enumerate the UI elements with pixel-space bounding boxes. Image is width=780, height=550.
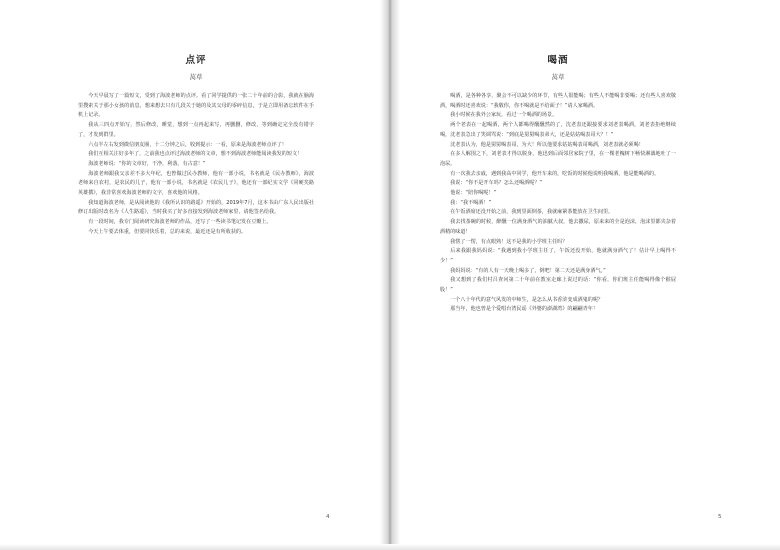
paragraph: 一个八十年代的意气风发的中师生，是怎么从书香浒变成酒鬼的呢？ (450, 296, 604, 303)
paragraph: 我妈妈说：“有的人有一天晚上喝多了，倒吧！第二天还是满身酒气。” (450, 267, 606, 274)
left-page-number: 4 (326, 514, 330, 520)
left-page-title: 点评 (185, 55, 207, 66)
right-page-author: 莴草 (551, 73, 565, 81)
paragraph: 在午饭酒席还没开始之前，我到里面倒茶，我就麻紧茶能放在卫生间里。 (450, 209, 614, 216)
paragraph: 我小时候在我外公家玩，看过一个喝酒的场景。 (450, 112, 558, 119)
left-page-content (78, 52, 314, 238)
book-spine-gutter (380, 0, 400, 550)
paragraph: 两个老表在一起喝酒，两个人都喝得醺醺然的了，沈老表还跟接要求刘老表喝酒，刘老表拒绝继续喝，沈老表急出了笑调骂说：“到底是舅舅喝表弟大，还是姑姑喝表哥大？！” (440, 122, 676, 138)
page-bottom-edge (0, 544, 780, 550)
paragraph: 有一次我去亲戚，遇到我高中同学，他开车来的，吃饭的时候他说明我喝酒，他是能喝酒的。 (450, 170, 660, 177)
paragraph: 我知道海波老师，是从阅读他的《我所认识的路遥》开始的，2019年7月，这本书由广东人民出版社修订出版时改名为《人生路遥》，当时我买了好多直接发到海波老师家里，请他签名给我。 (78, 199, 314, 216)
paragraph: 今天早晨写了一篇短文，受到了海波老师的点评。看了同学提供的一张二十年前的合影，我就在脑海里搜索关于那小女孩的消息，想来想去只有几段关于她的及其父母的零碎信息，于是立即用备忘软件在手机上记录。 (78, 93, 314, 119)
paragraph: 我们互相关注好多年了，之前我也点评过海波老师的文章，想不到海波老师能阅读我发的短文！ (88, 151, 303, 158)
left-page-author: 莴草 (189, 73, 203, 81)
paragraph: 六点半左右发到微信朋友圈，十二分钟之后，收到提示：一看，原来是海波老师点评了！ (88, 141, 287, 148)
paragraph: 那当年，他也曾是个爱唱台湾民谣《外婆的澎湖湾》的翩翩青年！ (450, 306, 598, 313)
right-page-title: 喝酒 (547, 55, 569, 66)
paragraph: 海波老师说：“你的文章好，干净，利落，有古意！” (88, 160, 206, 167)
paragraph: 后来我跟我妈妈说：“我遇到我小学班主任了，午饭还没开始，他就满身酒气了！估计早上喝得不少！” (440, 248, 676, 264)
paragraph: 我又想到了我们村吕查问第二十年前在教室走廊上说过的话：“你看，你们班主任能喝得像个猴屁股！” (440, 277, 676, 294)
left-page (0, 0, 388, 550)
paragraph: 在多人解围之下，刘老表才得以脱身，他迅到后面邻居家院子里，在一棵老槐树下畅快淋漓地吐了一泡尿。 (440, 151, 676, 167)
paragraph: 我说：“你不是开车吗？怎么还喝酒呢？” (450, 180, 543, 187)
right-page-number: 5 (718, 514, 722, 520)
paragraph: 有一段时间，我专门阅读研究海波老师的作品，还写了一些读书笔记发在豆瓣上。 (88, 219, 272, 226)
paragraph: 喝酒，是各种各享，聚会不可以缺少的环节，有些人很能喝；有些人不能喝非要喝；还有些人喜欢敬酒，喝酒时还喜欢说：“我敬你，你不喝就是不给面子！”请人家喝酒。 (440, 93, 676, 109)
right-page-content (440, 52, 676, 315)
paragraph: 我从三四点开始写，然后修改，睡觉，想到一点再起来写，再删删，修改，等到确定完全没有错字了，才发到群里。 (78, 122, 314, 138)
paragraph: 我去找茶碗的时候，醉醺一位满身酒气的油腻大叔，他去撒尿，原来来的全是泡沫，泡沫里都夹杂着酒精的味道！ (440, 219, 676, 235)
paragraph: 他说：“陪你喝呢！” (450, 190, 497, 197)
paragraph: 今天上午要去体重，但要同快乐着，总的来说，最近还是有所收获的。 (88, 228, 247, 235)
paragraph: 海波老师跟我父亲差不多大年纪，也曾做过民办教师，他有一部小说，书名就是《民办教师》，海波老师来自农村，是农民的儿子，他有一部小说，书名就是《农民儿子》，他还有一部纪实文学《同硬矣路英雄撰》，我非常喜欢海波老师的文字，喜欢他的风格。 (78, 170, 314, 197)
right-page (392, 0, 780, 550)
paragraph: 我：“我不喝酒！” (450, 199, 492, 206)
paragraph: 我愣了一愣，有点眼熟！这不是我的小学班主任吗？ (450, 238, 568, 245)
paragraph: 沈老表认为，他是舅舅喝表哥，为大！所以他要求姑姑喝表哥喝酒，刘老表就必须喝！ (450, 141, 644, 148)
